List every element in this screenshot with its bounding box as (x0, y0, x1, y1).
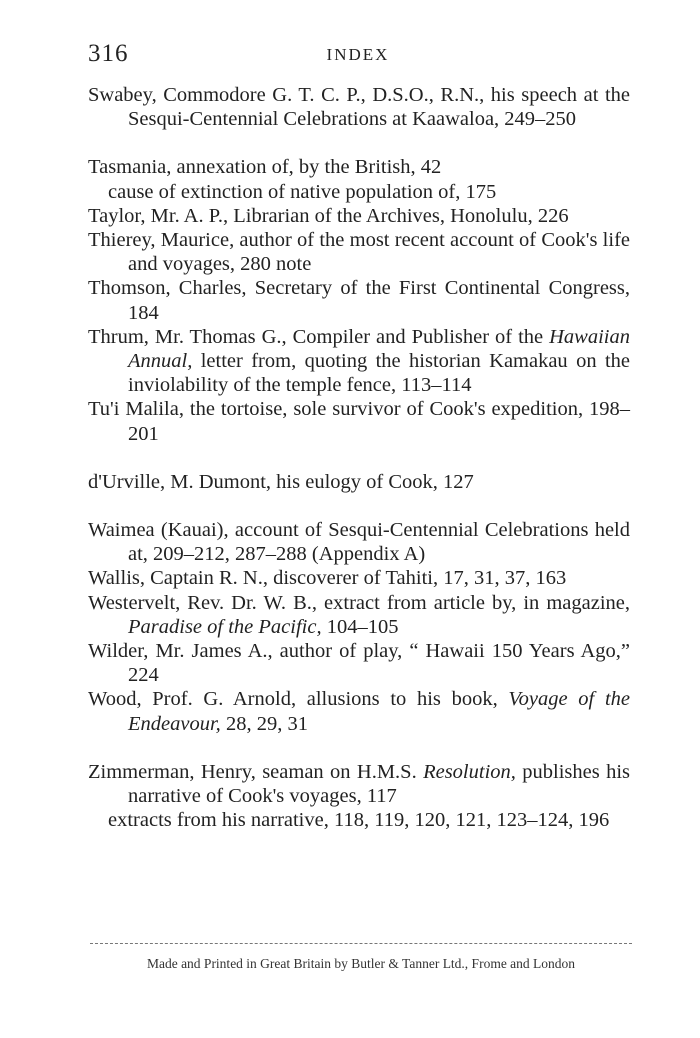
entry-text: Westervelt, Rev. Dr. W. B., extract from article by, in magazine, (88, 591, 630, 614)
index-entry-thomson: Thomson, Charles, Secretary of the First Continental Congress, 184 (88, 277, 630, 324)
section-gap (88, 131, 630, 155)
entry-title-italic: Hawaiian Annual, (128, 325, 630, 373)
page-header (88, 40, 628, 70)
index-entry-thrum (88, 325, 630, 398)
entry-text: 28, 29, 31 (220, 712, 308, 735)
entry-text: 104–105 (321, 615, 399, 638)
entry-text: Wood, Prof. G. Arnold, allusions to his book, (88, 688, 509, 711)
entry-text: publishes his narrative of Cook's voyages, 117 (128, 760, 630, 808)
index-subentry-tasmania: cause of extinction of native population of, 175 (108, 180, 497, 203)
section-gap (88, 736, 630, 760)
index-entry-wilder: Wilder, Mr. James A., author of play, “ Hawaii 150 Years Ago,” 224 (88, 640, 630, 687)
index-entry-taylor: Taylor, Mr. A. P., Librarian of the Archives, Honolulu, 226 (88, 204, 569, 227)
entry-text: Thrum, Mr. Thomas G., Compiler and Publisher of the (88, 325, 550, 348)
entry-text: letter from, quoting the historian Kamakau on the inviolability of the temple fence, 113–114 (128, 350, 630, 397)
index-entry-tasmania: Tasmania, annexation of, by the British, 42 (88, 156, 442, 179)
index-entry-durville: d'Urville, M. Dumont, his eulogy of Cook, 127 (88, 470, 474, 493)
entry-title-italic: Resolution, (423, 760, 516, 783)
index-subentry-zimmerman: extracts from his narrative, 118, 119, 120, 121, 123–124, 196 (108, 809, 610, 832)
page-number: 316 (88, 40, 129, 67)
index-entry-waimea: Waimea (Kauai), account of Sesqui-Centennial Celebrations held at, 209–212, 287–288 (Appendix A) (88, 519, 630, 566)
index-entry-thierey: Thierey, Maurice, author of the most recent account of Cook's life and voyages, 280 note (88, 229, 630, 276)
index-entry-wallis: Wallis, Captain R. N., discoverer of Tahiti, 17, 31, 37, 163 (88, 567, 567, 590)
section-gap (88, 494, 630, 518)
index-entry-zimmerman (88, 760, 630, 808)
index-entry-swabey: Swabey, Commodore G. T. C. P., D.S.O., R.N., his speech at the Sesqui-Centennial Celebrations at Kaawaloa, 249–250 (88, 84, 630, 131)
index-entry-westervelt (88, 591, 630, 639)
entry-text: Zimmerman, Henry, seaman on H.M.S. (88, 760, 424, 783)
colophon: Made and Printed in Great Britain by Butler & Tanner Ltd., Frome and London (146, 956, 576, 971)
index-body (88, 83, 630, 832)
index-entry-wood (88, 687, 630, 735)
section-gap (88, 446, 630, 470)
entry-title-italic: Paradise of the Pacific, (128, 615, 322, 638)
footer-rule (90, 943, 632, 944)
index-entry-tui-malila: Tu'i Malila, the tortoise, sole survivor of Cook's expedition, 198–201 (88, 398, 630, 445)
running-head: INDEX (326, 45, 390, 64)
entry-title-italic: Voyage of the Endeavour, (128, 688, 630, 735)
